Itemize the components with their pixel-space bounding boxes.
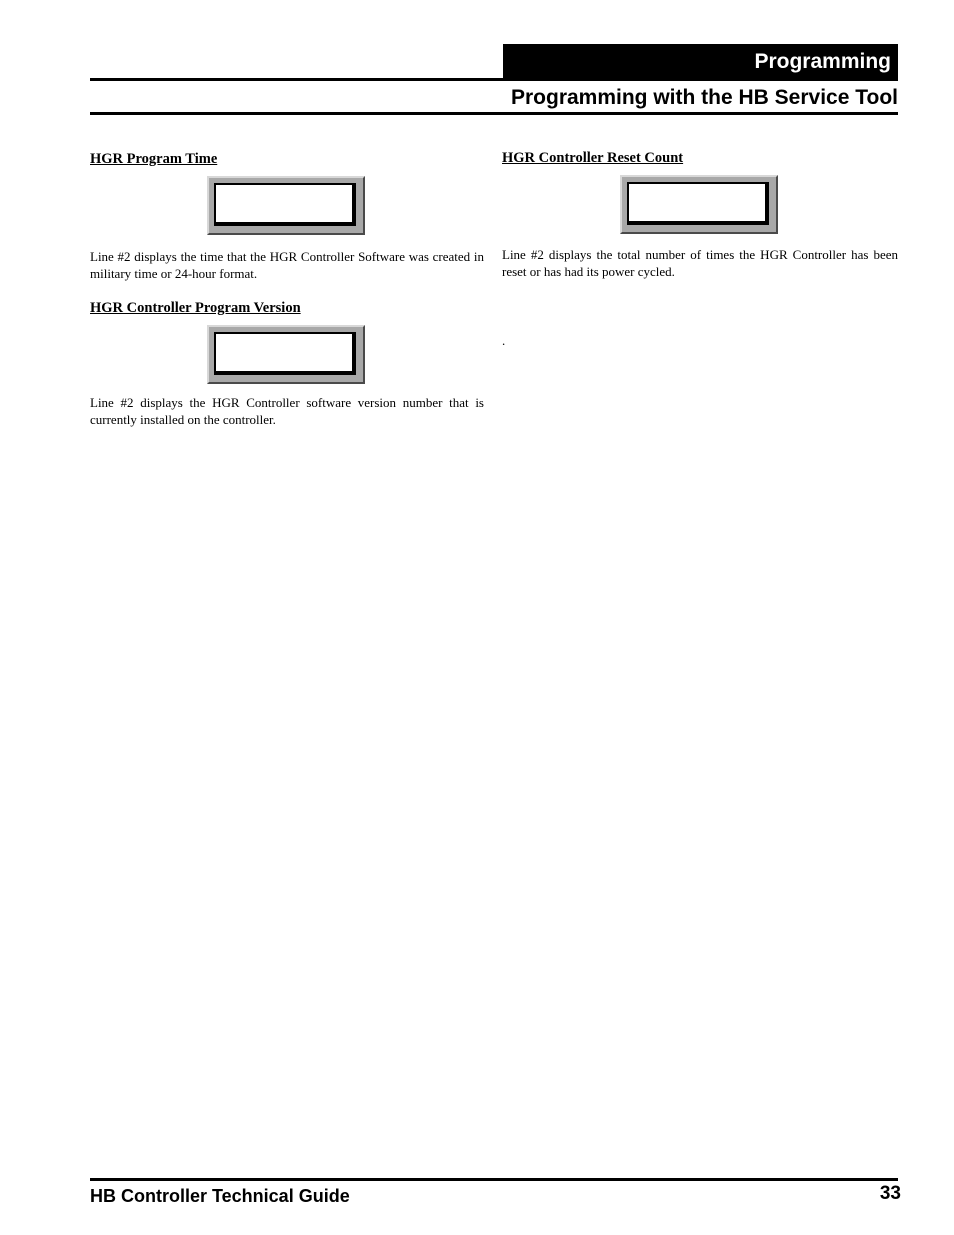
stray-period: .: [502, 333, 506, 348]
reset-count-lcd-screen: [627, 182, 769, 225]
reset-count-lcd: [620, 175, 778, 234]
reset-count-description: Line #2 displays the total number of times the HGR Controller has been reset or has had its power cycled.: [502, 247, 898, 279]
program-version-lcd: [207, 325, 365, 384]
program-time-heading: HGR Program Time: [90, 151, 218, 167]
footer-guide-title: HB Controller Technical Guide: [90, 1186, 350, 1206]
page-number: 33: [879, 1183, 901, 1204]
header-rule: [90, 78, 898, 81]
subtitle-rule: [90, 112, 898, 115]
page-subtitle: Programming with the HB Service Tool: [510, 86, 898, 109]
program-time-lcd: [207, 176, 365, 235]
lcd-line-1: [220, 369, 348, 375]
program-version-description: Line #2 displays the HGR Controller software version number that is currently installed on the controller.: [90, 395, 484, 427]
lcd-line-1: [633, 219, 761, 225]
chapter-title: Programming: [754, 50, 891, 73]
lcd-line-1: [220, 220, 348, 226]
program-time-description: Line #2 displays the time that the HGR Controller Software was created in military time or 24-hour format.: [90, 249, 484, 281]
program-version-lcd-screen: [214, 332, 356, 375]
program-time-lcd-screen: [214, 183, 356, 226]
footer-rule: [90, 1178, 898, 1181]
program-version-heading: HGR Controller Program Version: [90, 300, 301, 316]
reset-count-heading: HGR Controller Reset Count: [502, 150, 684, 166]
chapter-header-tab: [503, 44, 898, 79]
